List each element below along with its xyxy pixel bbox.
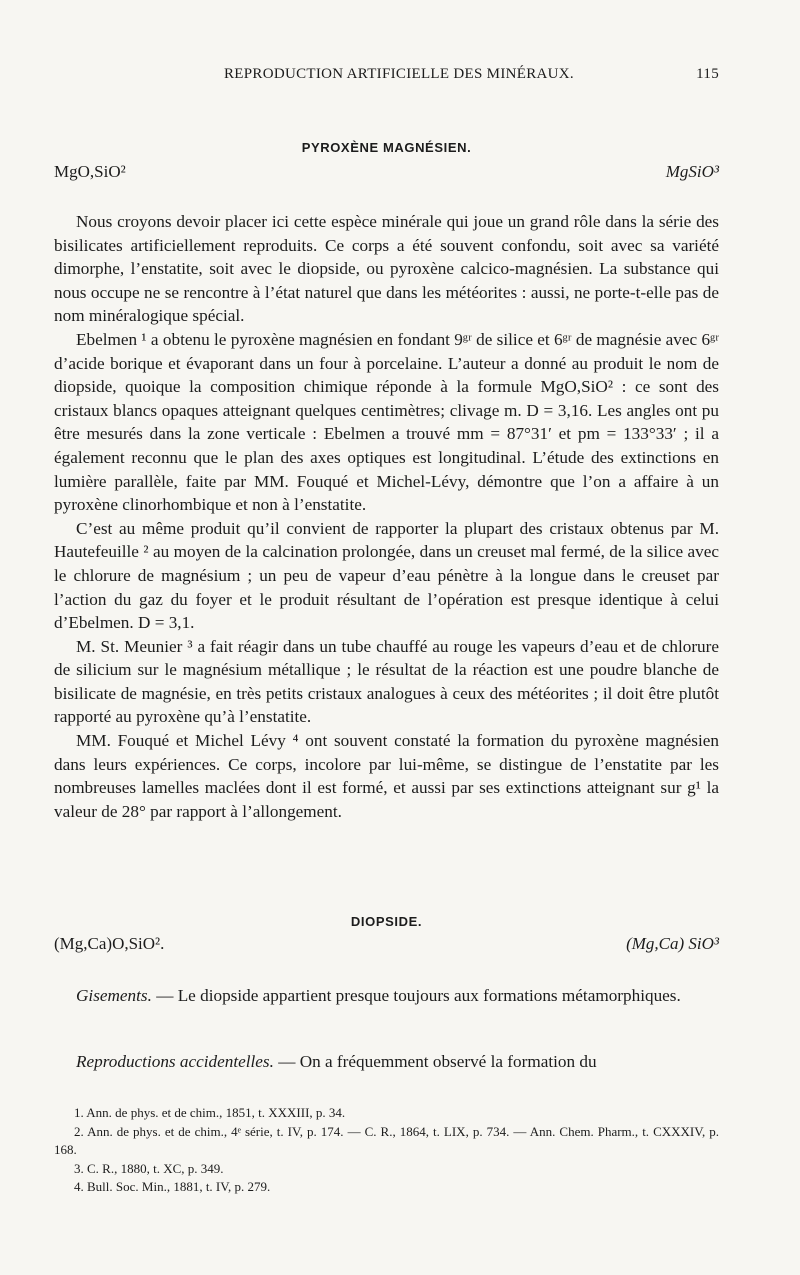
formula-atomic: (Mg,Ca) SiO³ bbox=[626, 934, 719, 953]
reproductions-text: — On a fréquemment observé la formation du bbox=[273, 1052, 597, 1071]
footnote: 2. Ann. de phys. et de chim., 4ᵉ série, t. IV, p. 174. — C. R., 1864, t. LIX, p. 734. — Ann. Chem. Pharm., t. CXXXIV, p. 168. bbox=[54, 1123, 719, 1157]
gisements-text: — Le diopside appartient presque toujours aux formations métamorphiques. bbox=[151, 986, 681, 1005]
paragraph: C’est au même produit qu’il convient de rapporter la plupart des cristaux obtenus par M. Hautefeuille ² au moyen de la calcination prolongée, dans un creuset mal fermé, de la silice avec le chlorure de magnésium ; un peu de vapeur d’eau pénètre à la longue dans le creuset par l’action du gaz du foyer et le produit résultant de l’opération est presque identique à celui d’Ebelmen. D = 3,1. bbox=[54, 518, 719, 633]
reproductions-paragraph bbox=[54, 1050, 719, 1074]
paragraph: M. St. Meunier ³ a fait réagir dans un tube chauffé au rouge les vapeurs d’eau et de chlorure de silicium sur le magnésium métallique ; le résultat de la réaction est une poudre blanche de bisilicate de magnésie, en très petits cristaux analogues à ceux des météorites ; il doit être plutôt rapporté au pyroxène qu’à l’enstatite. bbox=[54, 636, 719, 727]
footnotes bbox=[54, 1104, 719, 1197]
footnote: 4. Bull. Soc. Min., 1881, t. IV, p. 279. bbox=[74, 1179, 271, 1194]
paragraph: Ebelmen ¹ a obtenu le pyroxène magnésien en fondant 9ᵍʳ de silice et 6ᵍʳ de magnésie avec 6ᵍʳ d’acide borique et évaporant dans un four à porcelaine. L’auteur a donné au produit le nom de diopside, quoique la composition chimique réponde à la formule MgO,SiO² : ce sont des cristaux blancs opaques atteignant quelques centimètres; clivage m. D = 3,16. Les angles ont pu être mesurés dans la zone verticale : Ebelmen a trouvé mm = 87°31′ et pm = 133°33′ ; il a également reconnu que le plan des axes optiques est longitudinal. L’étude des extinctions en lumière parallèle, faite par MM. Fouqué et Michel-Lévy, démontre que l’on a affaire à un pyroxène clinorhombique et non à l’enstatite. bbox=[54, 329, 719, 515]
gisements-lead: Gisements. bbox=[76, 986, 152, 1005]
pyroxene-text bbox=[54, 210, 719, 823]
paragraph: MM. Fouqué et Michel Lévy ⁴ ont souvent constaté la formation du pyroxène magnésien dans leurs expériences. Ce corps, incolore par lui-même, se distingue de l’enstatite par les nombreuses lamelles maclées dont il est formé, et aussi par ses extinctions atteignant sur g¹ la valeur de 28° par rapport à l’allongement. bbox=[54, 731, 719, 821]
reproductions-lead: Reproductions accidentelles. bbox=[76, 1052, 274, 1071]
formula-oxide: (Mg,Ca)O,SiO². bbox=[54, 934, 165, 953]
paragraph: Nous croyons devoir placer ici cette espèce minérale qui joue un grand rôle dans la série des bisilicates artificiellement reproduits. Ce corps a été souvent confondu, soit avec sa variété dimorphe, l’enstatite, soit avec le diopside, ou pyroxène calcico-magnésien. La substance qui nous occupe ne se rencontre à l’état naturel que dans les météorites : aussi, ne porte-t-elle pas de nom minéralogique spécial. bbox=[54, 212, 719, 326]
formula-oxide: MgO,SiO² bbox=[54, 162, 126, 181]
formula-atomic: MgSiO³ bbox=[665, 162, 719, 181]
gisements-paragraph bbox=[54, 984, 719, 1008]
page-number: 115 bbox=[696, 66, 719, 82]
section-title-diopside: DIOPSIDE. bbox=[350, 914, 423, 929]
section-title-pyroxene: PYROXÈNE MAGNÉSIEN. bbox=[301, 140, 472, 155]
footnote: 3. C. R., 1880, t. XC, p. 349. bbox=[74, 1160, 224, 1176]
footnote: 1. Ann. de phys. et de chim., 1851, t. XXXIII, p. 34. bbox=[74, 1105, 346, 1120]
running-title: REPRODUCTION ARTIFICIELLE DES MINÉRAUX. bbox=[224, 66, 574, 82]
